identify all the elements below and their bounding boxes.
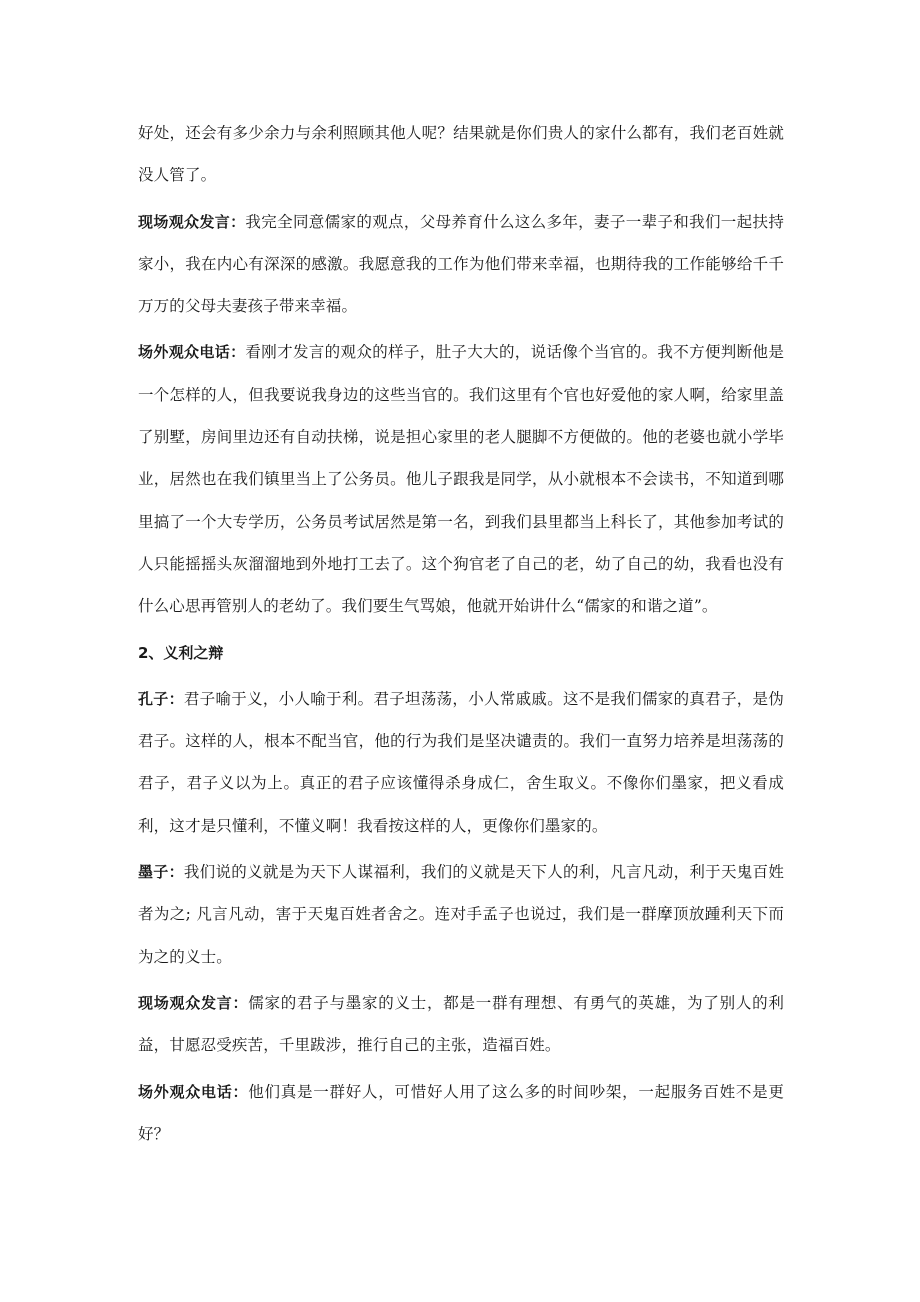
- paragraph-text: 君子喻于义，小人喻于利。君子坦荡荡，小人常戚戚。这不是我们儒家的真君子，是伪君子。这样的人，根本不配当官，他的行为我们是坚决谴责的。我们一直努力培养是坦荡荡的君子，君子义以为上。真正的君子应该懂得杀身成仁，舍生取义。不像你们墨家，把义看成利，这才是只懂利，不懂义啊！我看按这样的人，更像你们墨家的。: [138, 689, 784, 835]
- paragraph-audience-onsite-2: [138, 982, 784, 1067]
- document-body: [138, 112, 784, 1159]
- speaker-label: 场外观众电话：: [138, 343, 246, 362]
- paragraph-text: 好处，还会有多少余力与余利照顾其他人呢？结果就是你们贵人的家什么都有，我们老百姓就没人管了。: [138, 124, 784, 185]
- paragraph-text: 我们说的义就是为天下人谋福利，我们的义就是天下人的利，凡言凡动，利于天鬼百姓者为之; 凡言凡动，害于天鬼百姓者舍之。连对手孟子也说过，我们是一群摩顶放踵利天下而为之的义士。: [138, 863, 784, 966]
- speaker-label: 现场观众发言：: [138, 212, 246, 231]
- paragraph-mozi: [138, 851, 784, 978]
- paragraph-continuation: [138, 112, 784, 197]
- paragraph-text: 我完全同意儒家的观点，父母养育什么这么多年，妻子一辈子和我们一起扶持家小，我在内心有深深的感激。我愿意我的工作为他们带来幸福，也期待我的工作能够给千千万万的父母夫妻孩子带来幸福。: [138, 212, 784, 316]
- paragraph-confucius: [138, 678, 784, 847]
- speaker-label: 墨子：: [138, 863, 184, 882]
- speaker-label: 孔子：: [138, 689, 184, 708]
- section-heading: 2、义利之辩: [138, 643, 224, 662]
- speaker-label: 场外观众电话：: [138, 1082, 249, 1101]
- speaker-label: 现场观众发言：: [138, 993, 249, 1012]
- paragraph-audience-onsite: [138, 201, 784, 328]
- paragraph-audience-phone-2: [138, 1071, 784, 1156]
- paragraph-text: 他们真是一群好人，可惜好人用了这么多的时间吵架，一起服务百姓不是更好？: [138, 1082, 785, 1143]
- paragraph-audience-phone: [138, 331, 784, 627]
- paragraph-text: 儒家的君子与墨家的义士，都是一群有理想、有勇气的英雄，为了别人的利益，甘愿忍受疾苦，千里跋涉，推行自己的主张，造福百姓。: [138, 993, 785, 1055]
- paragraph-text: 看刚才发言的观众的样子，肚子大大的，说话像个当官的。我不方便判断他是一个怎样的人，但我要说我身边的这些当官的。我们这里有个官也好爱他的家人啊，给家里盖了别墅，房间里边还有自动扶梯，说是担心家里的老人腿脚不方便做的。他的老婆也就小学毕业，居然也在我们镇里当上了公务员。他儿子跟我是同学，从小就根本不会读书，不知道到哪里搞了一个大专学历，公务员考试居然是第一名，到我们县里都当上科长了，其他参加考试的人只能摇摇头灰溜溜地到外地打工去了。这个狗官老了自己的老，幼了自己的幼，我看也没有什么心思再管别人的老幼了。我们要生气骂娘，他就开始讲什么“儒家的和谐之道”。: [138, 343, 784, 616]
